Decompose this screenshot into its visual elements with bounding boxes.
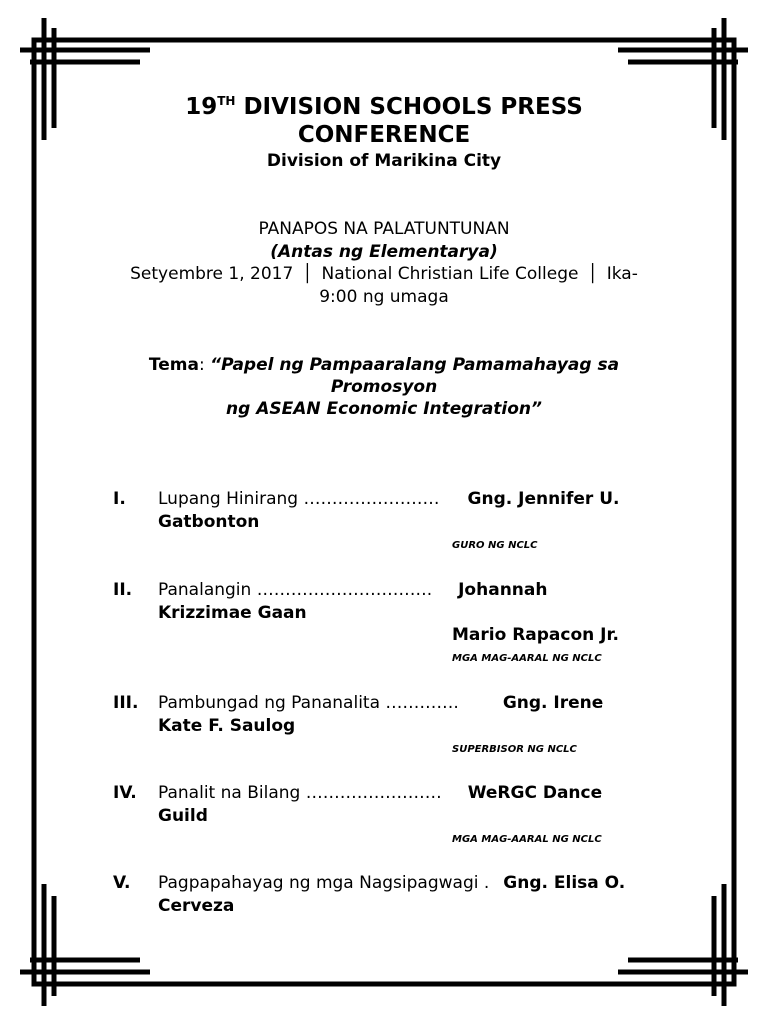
theme-text-2: Promosyon [330,377,438,397]
event-venue: National Christian Life College [321,264,579,284]
item-activity: Panalangin …………………………. [158,580,433,600]
theme-text-1: “Papel ng Pampaaralang Pamamahayag sa [210,355,620,375]
item-number: IV. [113,783,137,803]
program-title: PANAPOS NA PALATUNTUNAN [258,219,510,239]
item-role: SUPERBISOR NG NCLC [452,744,577,755]
conference-title-line1 [60,93,708,121]
separator: │ [302,264,313,284]
item-line [158,488,620,511]
item-activity: Pagpapahayag ng mga Nagsipagwagi . [158,873,490,893]
item-presenter: Johannah [458,580,548,600]
separator: │ [587,264,598,284]
item-presenter-cont: Gatbonton [158,512,260,532]
theme [60,354,708,420]
item-presenter-cont: Guild [158,806,208,826]
item-line [158,579,547,602]
item-number: III. [113,693,139,713]
item-role: GURO NG NCLC [452,540,538,551]
item-number: V. [113,873,131,893]
item-number: II. [113,580,133,600]
event-details [90,263,678,309]
item-role: MGA MAG-AARAL NG NCLC [452,834,602,845]
event-time-prefix: Ika- [606,264,638,284]
theme-label: Tema [148,355,199,375]
theme-text-3: ng ASEAN Economic Integration” [226,399,542,419]
item-activity: Lupang Hinirang …………………… [158,489,440,509]
item-presenter: WeRGC Dance [467,783,603,803]
item-number: I. [113,489,126,509]
item-activity: Panalit na Bilang …………………… [158,783,442,803]
title-text: DIVISION SCHOOLS PRESS [235,94,583,120]
item-presenter: Gng. Jennifer U. [467,489,620,509]
item-presenter-cont: Krizzimae Gaan [158,603,307,623]
item-presenter-extra: Mario Rapacon Jr. [452,625,619,645]
item-presenter-cont: Cerveza [158,896,235,916]
item-presenter: Gng. Elisa O. [503,873,626,893]
item-line [158,692,603,715]
item-line [158,782,602,805]
item-line [158,872,625,895]
title-ordinal-suffix: TH [217,94,236,108]
item-role: MGA MAG-AARAL NG NCLC [452,653,602,664]
conference-title [60,93,708,149]
item-presenter: Gng. Irene [502,693,604,713]
item-activity: Pambungad ng Pananalita …………. [158,693,459,713]
theme-line1 [60,354,708,376]
title-ordinal: 19 [185,94,218,120]
program-level: (Antas ng Elementarya) [270,242,498,262]
event-time: 9:00 ng umaga [319,287,449,307]
theme-colon: : [198,355,211,375]
item-presenter-cont: Kate F. Saulog [158,716,296,736]
conference-title-line2: CONFERENCE [297,122,471,148]
division-name: Division of Marikina City [266,151,502,171]
event-date: Setyembre 1, 2017 [130,264,294,284]
